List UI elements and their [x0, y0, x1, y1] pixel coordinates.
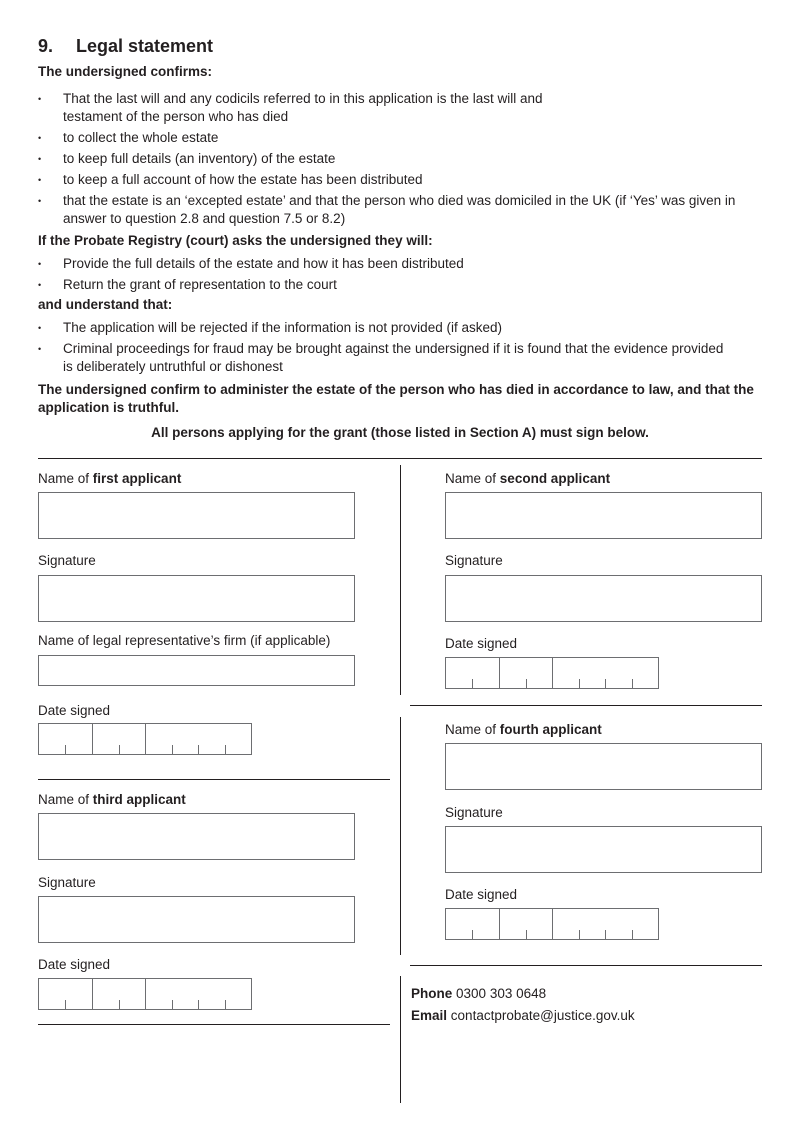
section-number: 9.: [38, 36, 54, 56]
third-applicant-label: Name of third applicant: [38, 792, 186, 807]
first-applicant-label: Name of first applicant: [38, 471, 182, 486]
fourth-signature-label: Signature: [445, 805, 503, 820]
phone-line: [411, 986, 546, 1001]
left-divider: [38, 1024, 390, 1025]
list-item: • to keep a full account of how the estate has been distributed: [38, 171, 758, 189]
list-item: • Provide the full details of the estate and how it has been distributed: [38, 255, 758, 273]
legal-rep-firm-label: Name of legal representative’s firm (if applicable): [38, 633, 331, 648]
understand-list: [38, 319, 758, 379]
second-applicant-name-field[interactable]: [445, 492, 762, 539]
section-title: [38, 36, 213, 57]
second-signature-field[interactable]: [445, 575, 762, 622]
fourth-signature-field[interactable]: [445, 826, 762, 873]
email-address[interactable]: contactprobate@justice.gov.uk: [450, 1008, 635, 1023]
column-divider: [400, 465, 401, 695]
registry-heading: If the Probate Registry (court) asks the undersigned they will:: [38, 233, 433, 248]
intro-heading: The undersigned confirms:: [38, 64, 213, 79]
confirm-statement: The undersigned confirm to administer the estate of the person who has died in accordance to law, and that the application is truthful.: [38, 382, 754, 415]
fourth-date-field[interactable]: [445, 908, 659, 940]
phone-label: Phone: [411, 986, 453, 1001]
fourth-applicant-label: Name of fourth applicant: [445, 722, 602, 737]
third-signature-field[interactable]: [38, 896, 355, 943]
second-date-field[interactable]: [445, 657, 659, 689]
first-applicant-name-field[interactable]: [38, 492, 355, 539]
first-date-field[interactable]: [38, 723, 252, 755]
right-divider: [410, 705, 762, 706]
fourth-date-label: Date signed: [445, 887, 518, 902]
column-divider: [400, 976, 401, 1103]
first-signature-label: Signature: [38, 553, 96, 568]
first-signature-field[interactable]: [38, 575, 355, 622]
fourth-applicant-name-field[interactable]: [445, 743, 762, 790]
list-item: • The application will be rejected if the information is not provided (if asked): [38, 319, 758, 337]
phone-number: 0300 303 0648: [456, 986, 547, 1001]
second-date-label: Date signed: [445, 636, 518, 651]
section-title-text: Legal statement: [76, 36, 214, 56]
third-signature-label: Signature: [38, 875, 96, 890]
confirms-list: [38, 90, 758, 231]
left-divider: [38, 779, 390, 780]
list-item: • Criminal proceedings for fraud may be brought against the undersigned if it is found that the evidence provided is deliberately untruthful or dishonest: [38, 340, 758, 376]
first-date-label: Date signed: [38, 703, 111, 718]
registry-list: [38, 255, 758, 297]
list-item: • to keep full details (an inventory) of the estate: [38, 150, 758, 168]
third-date-label: Date signed: [38, 957, 111, 972]
second-signature-label: Signature: [445, 553, 503, 568]
second-applicant-label: Name of second applicant: [445, 471, 611, 486]
legal-rep-firm-field[interactable]: [38, 655, 355, 686]
email-line: [411, 1008, 635, 1023]
all-persons-instruction: All persons applying for the grant (those listed in Section A) must sign below.: [151, 425, 649, 440]
list-item: • That the last will and any codicils referred to in this application is the last will and testament of the person who has died: [38, 90, 758, 126]
column-divider: [400, 717, 401, 955]
list-item: • Return the grant of representation to the court: [38, 276, 758, 294]
email-label: Email: [411, 1008, 448, 1023]
right-divider: [410, 965, 762, 966]
third-date-field[interactable]: [38, 978, 252, 1010]
list-item: • to collect the whole estate: [38, 129, 758, 147]
list-item: • that the estate is an ‘excepted estate’ and that the person who died was domiciled in the UK (if ‘Yes’ was given in answer to question 2.8 and question 7.5 or 8.2): [38, 192, 758, 228]
top-divider: [38, 458, 762, 459]
understand-heading: and understand that:: [38, 297, 173, 312]
third-applicant-name-field[interactable]: [38, 813, 355, 860]
